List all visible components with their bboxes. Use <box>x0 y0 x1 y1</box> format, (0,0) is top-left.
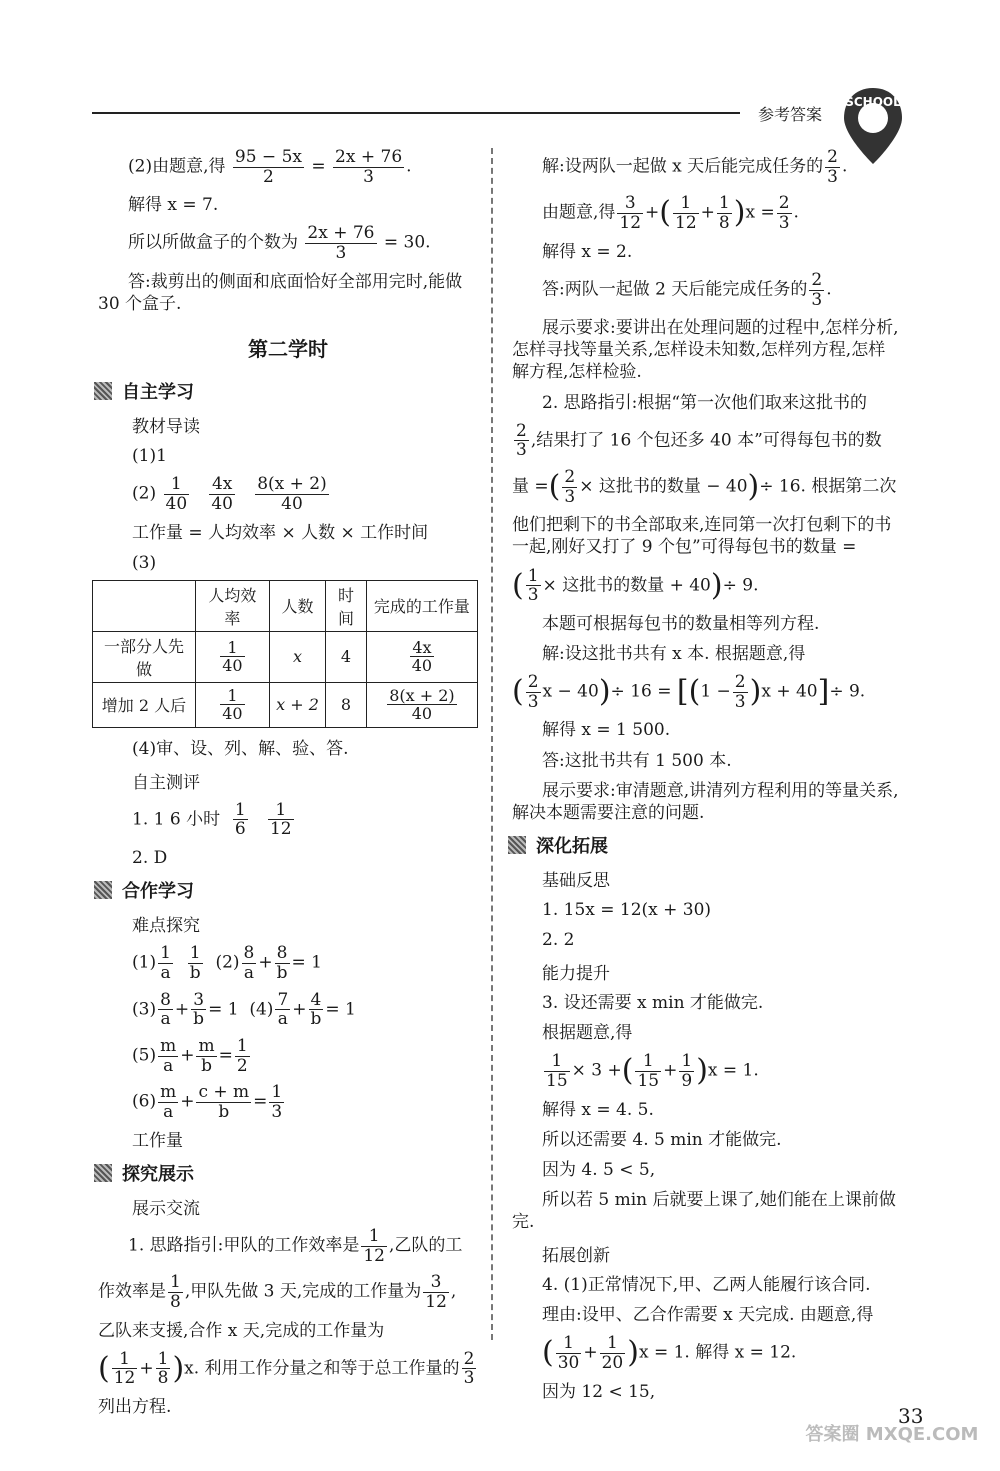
answer-item: 2. 2 <box>542 929 575 950</box>
answer-line: 答:这批书共有 1 500 本. <box>542 750 732 771</box>
paragraph-line: 解:设两队一起做 x 天后能完成任务的 $\frac{2}{3}$ . <box>542 147 848 187</box>
subheading: 基础反思 <box>542 870 610 891</box>
header-rule <box>92 112 740 114</box>
answer-item: 因为 4. 5 < 5, <box>542 1159 656 1180</box>
table-cell: 一部分人先做 <box>93 631 196 682</box>
work-table <box>92 580 478 728</box>
answer-item: 3. 设还需要 x min 才能做完. <box>542 993 764 1014</box>
paragraph-line: 1. 思路指引:甲队的工作效率是 $\frac{1}{12}$ ,乙队的工 <box>128 1225 463 1266</box>
paragraph-line: $\frac{2}{3}$ ,结果打了 16 个包还多 40 本”可得每包书的数 <box>516 420 882 461</box>
solution-line: 解得 x = 1 500. <box>542 720 671 741</box>
page-number: 33 <box>898 1404 924 1428</box>
paragraph-line: ( $\frac{1}{12}$ + $\frac{1}{8}$ )x. 利用工作分量之和等于总工作量的 $\frac{2}{3}$ <box>98 1348 475 1389</box>
equation-line: $\frac{1}{15}$ × 3 +( $\frac{1}{15}$ + $\frac{1}{9}$ )x = 1. <box>546 1051 759 1091</box>
paragraph-line: ( $\frac{1}{3}$ × 这批书的数量 + 40)÷ 9. <box>512 565 759 606</box>
solution-line: 解得 x = 7. <box>128 195 219 216</box>
answer-item: 工作量 <box>132 1130 183 1151</box>
answer-item: (6) $\frac{m}{a}$ + $\frac{c + m}{b}$ = $\frac{1}{3}$ <box>132 1082 283 1123</box>
table-cell: x <box>269 631 325 682</box>
table-cell: $\frac{1}{40}$ <box>195 682 269 727</box>
subheading: 教材导读 <box>132 417 200 438</box>
equation-line: (2)由题意,得 $\frac{95 - 5x}{2}$ = $\frac{2x + 76}{3}$ . <box>128 147 412 187</box>
paragraph-line: 量 =( $\frac{2}{3}$ × 这批书的数量 − 40)÷ 16. 根据第二次 <box>512 466 897 507</box>
watermark-logo <box>800 1420 985 1465</box>
section-square-icon <box>94 1164 112 1182</box>
table-row <box>93 631 478 682</box>
answer-item: (1) $\frac{1}{a}$ $\frac{1}{b}$ (2) $\frac{8}{a}$ + $\frac{8}{b}$ = 1 <box>132 943 322 983</box>
answer-item: 因为 12 < 15, <box>542 1381 656 1402</box>
answer-item: 4. (1)正常情况下,甲、乙两人能履行该合同. <box>542 1275 871 1296</box>
table-row <box>93 682 478 727</box>
equation-line: ( $\frac{2}{3}$ x − 40)÷ 16 = [(1 − $\frac{2}{3}$ )x + 40]÷ 9. <box>512 672 866 712</box>
answer-item: 理由:设甲、乙合作需要 x 天完成. 由题意,得 <box>542 1305 874 1326</box>
equation-line: 由题意,得 $\frac{3}{12}$ +( $\frac{1}{12}$ + $\frac{1}{8}$ )x = $\frac{2}{3}$ . <box>542 193 799 234</box>
answer-item: 1. 1 6 小时 $\frac{1}{6}$ $\frac{1}{12}$ <box>132 799 292 840</box>
answer-line: 答:两队一起做 2 天后能完成任务的 $\frac{2}{3}$ . <box>542 269 832 310</box>
paragraph-line: 2. 思路指引:根据“第一次他们取来这批书的 <box>542 392 868 413</box>
paragraph: 展示要求:审清题意,讲清列方程利用的等量关系,解决本题需要注意的问题. <box>512 780 899 823</box>
right-column <box>512 148 902 1411</box>
answer-item: (2) $\frac{1}{40}$ $\frac{4x}{40}$ $\frac{8(x + 2)}{40}$ <box>132 474 327 514</box>
section-heading-self-study: 自主学习 <box>94 378 478 404</box>
header-title: 参考答案 <box>758 105 823 124</box>
column-divider <box>491 148 493 1340</box>
subheading: 能力提升 <box>542 964 610 985</box>
answer-item: 根据题意,得 <box>542 1023 633 1044</box>
table-cell: 增加 2 人后 <box>93 682 196 727</box>
section-heading-extension: 深化拓展 <box>508 832 902 858</box>
solution-line: 解得 x = 4. 5. <box>542 1099 654 1120</box>
table-header-cell: 人均效率 <box>195 580 269 631</box>
paragraph-line: 作效率是 $\frac{1}{8}$ ,甲队先做 3 天,完成的工作量为 $\frac{3}{12}$ , <box>98 1272 457 1312</box>
logo-text: SCHOOL <box>845 95 901 109</box>
table-header-cell: 完成的工作量 <box>366 580 477 631</box>
answer-item: (5) $\frac{m}{a}$ + $\frac{m}{b}$ = $\frac{1}{2}$ <box>132 1036 248 1076</box>
paragraph-line: 乙队来支援,合作 x 天,完成的工作量为 <box>98 1320 385 1341</box>
paragraph: 他们把剩下的书全部取来,连同第一次打包剩下的书一起,刚好又打了 9 个包”可得每包书的数量 = <box>512 515 892 558</box>
table-header-cell: 人数 <box>269 580 325 631</box>
answer-item: 2. D <box>132 848 168 869</box>
answer-item: 1. 15x = 12(x + 30) <box>542 899 712 920</box>
section-square-icon <box>94 881 112 899</box>
table-cell: $\frac{8(x + 2)}{40}$ <box>366 682 477 727</box>
section-square-icon <box>94 382 112 400</box>
result-line: 所以所做盒子的个数为 $\frac{2x + 76}{3}$ = 30. <box>128 223 431 264</box>
subheading: 难点探究 <box>132 916 200 937</box>
subheading: 自主测评 <box>132 772 200 793</box>
paragraph-line: 列出方程. <box>98 1397 172 1418</box>
answer-item: (3) <box>132 552 157 573</box>
paragraph-line: 解:设这批书共有 x 本. 根据题意,得 <box>542 644 806 664</box>
table-header-row <box>93 580 478 631</box>
table-cell: 8 <box>326 682 367 727</box>
paragraph-line: 本题可根据每包书的数量相等列方程. <box>542 613 820 634</box>
answer-item: (3) $\frac{8}{a}$ + $\frac{3}{b}$ = 1 (4) $\frac{7}{a}$ + $\frac{4}{b}$ = 1 <box>132 989 356 1030</box>
subheading: 拓展创新 <box>542 1246 610 1267</box>
subheading: 展示交流 <box>132 1198 200 1219</box>
equation-line: ( $\frac{1}{30}$ + $\frac{1}{20}$ )x = 1. 解得 x = 12. <box>542 1333 797 1373</box>
paragraph: 所以若 5 min 后就要上课了,她们能在上课前做完. <box>512 1189 896 1232</box>
section-heading-explore: 探究展示 <box>94 1160 478 1186</box>
answer-line: 答:裁剪出的侧面和底面恰好全部用完时,能做 30 个盒子. <box>98 271 463 314</box>
table-cell: x + 2 <box>269 682 325 727</box>
table-cell: 4 <box>326 631 367 682</box>
table-header-cell: 时间 <box>326 580 367 631</box>
answer-item: (4)审、设、列、解、验、答. <box>132 738 349 759</box>
left-column <box>98 148 478 1426</box>
table-header-cell <box>93 580 196 631</box>
solution-line: 解得 x = 2. <box>542 241 633 262</box>
section-heading-cooperative: 合作学习 <box>94 877 478 903</box>
formula-line: 工作量 = 人均效率 × 人数 × 工作时间 <box>132 522 429 543</box>
watermark-text: 答案圈 MXQE.COM <box>805 1424 979 1445</box>
table-cell: $\frac{4x}{40}$ <box>366 631 477 682</box>
chapter-title: 第二学时 <box>248 337 328 362</box>
answer-item: 所以还需要 4. 5 min 才能做完. <box>542 1129 782 1150</box>
table-cell: $\frac{1}{40}$ <box>195 631 269 682</box>
answer-item: (1)1 <box>132 446 167 467</box>
paragraph: 展示要求:要讲出在处理问题的过程中,怎样分析,怎样寻找等量关系,怎样设未知数,怎样列方程,怎样解方程,怎样检验. <box>512 318 899 383</box>
section-square-icon <box>508 836 526 854</box>
